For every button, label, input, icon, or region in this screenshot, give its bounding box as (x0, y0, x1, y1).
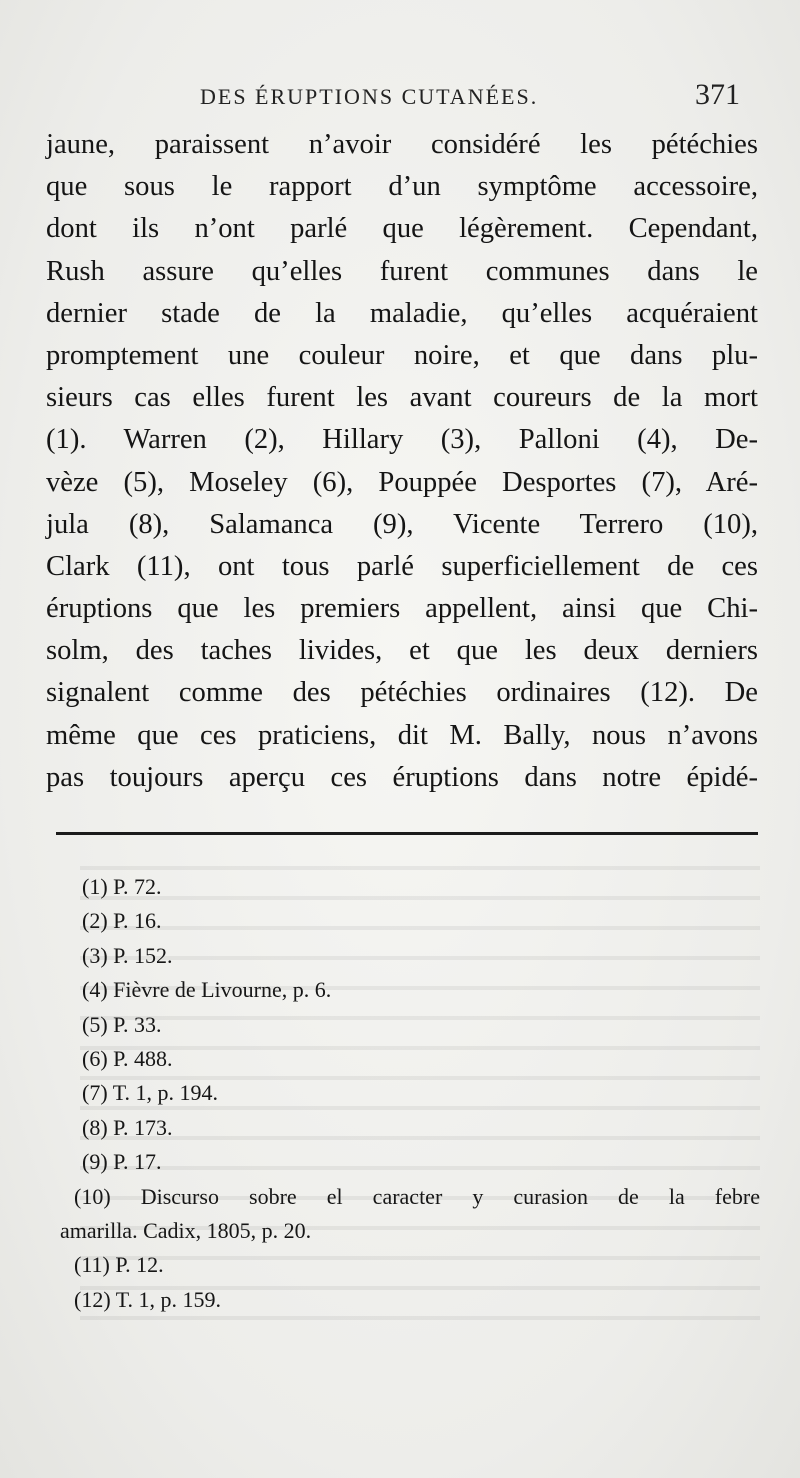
text-line: Rush assure qu’elles furent communes dans le (46, 255, 758, 287)
running-title: DES ÉRUPTIONS CUTANÉES. (200, 84, 539, 109)
text-line: éruptions que les premiers appellent, ainsi que Chi- (46, 593, 758, 625)
text-line: jaune, paraissent n’avoir considéré les pétéchies (46, 129, 758, 160)
footnote-separator-rule (56, 832, 758, 835)
footnote: (2) P. 16. (82, 908, 162, 934)
text-line: solm, des taches livides, et que les deux derniers (46, 635, 758, 667)
text-line: même que ces praticiens, dit M. Bally, nous n’avons (46, 719, 758, 751)
footnote: (3) P. 152. (82, 942, 173, 968)
text-line: vèze (5), Moseley (6), Pouppée Desportes (7), Aré- (46, 466, 758, 498)
main-text (46, 124, 758, 799)
text-line: dernier stade de la maladie, qu’elles acquéraient (46, 297, 758, 329)
footnote: (12) T. 1, p. 159. (74, 1286, 222, 1312)
footnote: (10) Discurso sobre el caracter y curasion de la febre (74, 1183, 760, 1209)
text-line: que sous le rapport d’un symptôme accessoire, (46, 171, 758, 203)
footnote: (9) P. 17. (82, 1149, 162, 1175)
footnotes (60, 870, 760, 1317)
footnote: (11) P. 12. (74, 1252, 164, 1278)
text-line: jula (8), Salamanca (9), Vicente Terrero (10), (46, 508, 758, 540)
footnote: (4) Fièvre de Livourne, p. 6. (82, 977, 332, 1003)
text-line: sieurs cas elles furent les avant coureurs de la mort (46, 382, 758, 414)
text-line: promptement une couleur noire, et que dans plu- (46, 339, 758, 371)
text-line: dont ils n’ont parlé que légèrement. Cependant, (46, 213, 758, 245)
page-number: 371 (695, 78, 740, 111)
footnote-continuation: amarilla. Cadix, 1805, p. 20. (60, 1217, 312, 1243)
page-header (180, 78, 740, 118)
text-line: pas toujours aperçu ces éruptions dans notre épidé- (46, 761, 758, 793)
text-line: Clark (11), ont tous parlé superficiellement de ces (46, 550, 758, 582)
footnote: (7) T. 1, p. 194. (82, 1080, 219, 1106)
footnote: (1) P. 72. (82, 874, 162, 899)
footnote: (6) P. 488. (82, 1045, 173, 1071)
text-line: (1). Warren (2), Hillary (3), Palloni (4), De- (46, 424, 758, 456)
text-line: signalent comme des pétéchies ordinaires (12). De (46, 677, 758, 709)
footnote: (5) P. 33. (82, 1011, 162, 1037)
footnote: (8) P. 173. (82, 1114, 173, 1140)
